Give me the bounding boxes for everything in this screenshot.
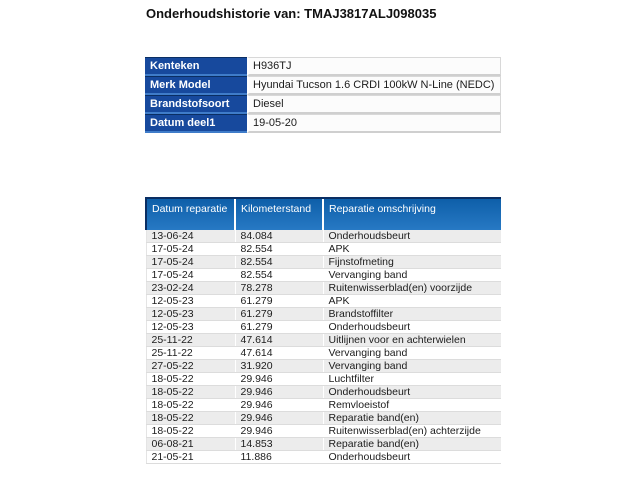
repair-description-cell: Onderhoudsbeurt	[323, 451, 501, 464]
odometer-cell: 82.554	[235, 256, 323, 269]
odometer-cell: 61.279	[235, 295, 323, 308]
table-row	[146, 360, 501, 373]
table-row	[146, 282, 501, 295]
table-row	[146, 295, 501, 308]
odometer-cell: 82.554	[235, 243, 323, 256]
table-row	[146, 269, 501, 282]
odometer-cell: 82.554	[235, 269, 323, 282]
repair-date-cell: 18-05-22	[146, 399, 235, 412]
table-row	[146, 438, 501, 451]
repair-date-cell: 18-05-22	[146, 373, 235, 386]
table-row	[146, 425, 501, 438]
odometer-cell: 61.279	[235, 308, 323, 321]
vehicle-info-label: Kenteken	[145, 57, 247, 76]
repair-description-cell: Onderhoudsbeurt	[323, 386, 501, 399]
table-row	[146, 256, 501, 269]
vehicle-info-row	[145, 95, 501, 114]
repair-date-cell: 27-05-22	[146, 360, 235, 373]
repair-description-cell: Reparatie band(en)	[323, 438, 501, 451]
odometer-cell: 47.614	[235, 347, 323, 360]
repair-date-cell: 06-08-21	[146, 438, 235, 451]
odometer-cell: 29.946	[235, 373, 323, 386]
repair-date-cell: 17-05-24	[146, 269, 235, 282]
odometer-cell: 11.886	[235, 451, 323, 464]
odometer-cell: 14.853	[235, 438, 323, 451]
column-header: Reparatie omschrijving	[323, 198, 501, 230]
odometer-cell: 61.279	[235, 321, 323, 334]
vehicle-info-value: Diesel	[247, 95, 501, 114]
odometer-cell: 84.084	[235, 230, 323, 243]
vehicle-info-row	[145, 114, 501, 133]
repair-description-cell: Ruitenwisserblad(en) voorzijde	[323, 282, 501, 295]
repair-description-cell: Onderhoudsbeurt	[323, 230, 501, 243]
vehicle-info-row	[145, 57, 501, 76]
vehicle-info-value: H936TJ	[247, 57, 501, 76]
repair-date-cell: 13-06-24	[146, 230, 235, 243]
table-header-row	[146, 198, 501, 230]
odometer-cell: 29.946	[235, 386, 323, 399]
table-row	[146, 412, 501, 425]
table-row	[146, 230, 501, 243]
table-row	[146, 399, 501, 412]
odometer-cell: 31.920	[235, 360, 323, 373]
repair-date-cell: 17-05-24	[146, 243, 235, 256]
repair-date-cell: 18-05-22	[146, 412, 235, 425]
vehicle-info-label: Datum deel1	[145, 114, 247, 133]
table-row	[146, 386, 501, 399]
vehicle-info-table	[145, 57, 501, 133]
maintenance-history-table	[145, 197, 501, 464]
repair-date-cell: 23-02-24	[146, 282, 235, 295]
column-header: Datum reparatie	[146, 198, 235, 230]
repair-description-cell: Onderhoudsbeurt	[323, 321, 501, 334]
vehicle-info-label: Merk Model	[145, 76, 247, 95]
odometer-cell: 78.278	[235, 282, 323, 295]
repair-description-cell: Brandstoffilter	[323, 308, 501, 321]
column-header: Kilometerstand	[235, 198, 323, 230]
odometer-cell: 29.946	[235, 425, 323, 438]
repair-date-cell: 25-11-22	[146, 334, 235, 347]
repair-date-cell: 18-05-22	[146, 386, 235, 399]
repair-date-cell: 25-11-22	[146, 347, 235, 360]
repair-description-cell: Ruitenwisserblad(en) achterzijde	[323, 425, 501, 438]
repair-date-cell: 12-05-23	[146, 308, 235, 321]
table-row	[146, 451, 501, 464]
repair-description-cell: Vervanging band	[323, 347, 501, 360]
vehicle-info-label: Brandstofsoort	[145, 95, 247, 114]
repair-description-cell: Luchtfilter	[323, 373, 501, 386]
table-row	[146, 347, 501, 360]
odometer-cell: 47.614	[235, 334, 323, 347]
repair-description-cell: Fijnstofmeting	[323, 256, 501, 269]
page-title: Onderhoudshistorie van: TMAJ3817ALJ098035	[146, 6, 437, 21]
repair-description-cell: Vervanging band	[323, 269, 501, 282]
table-row	[146, 308, 501, 321]
table-row	[146, 334, 501, 347]
repair-description-cell: Uitlijnen voor en achterwielen	[323, 334, 501, 347]
repair-description-cell: Vervanging band	[323, 360, 501, 373]
repair-date-cell: 17-05-24	[146, 256, 235, 269]
odometer-cell: 29.946	[235, 412, 323, 425]
vehicle-info-value: 19-05-20	[247, 114, 501, 133]
repair-description-cell: APK	[323, 295, 501, 308]
repair-description-cell: Remvloeistof	[323, 399, 501, 412]
vehicle-info-row	[145, 76, 501, 95]
repair-description-cell: APK	[323, 243, 501, 256]
vehicle-info-value: Hyundai Tucson 1.6 CRDI 100kW N-Line (NEDC)	[247, 76, 501, 95]
repair-date-cell: 18-05-22	[146, 425, 235, 438]
repair-date-cell: 12-05-23	[146, 321, 235, 334]
repair-date-cell: 21-05-21	[146, 451, 235, 464]
repair-date-cell: 12-05-23	[146, 295, 235, 308]
table-row	[146, 373, 501, 386]
table-row	[146, 243, 501, 256]
table-row	[146, 321, 501, 334]
repair-description-cell: Reparatie band(en)	[323, 412, 501, 425]
odometer-cell: 29.946	[235, 399, 323, 412]
